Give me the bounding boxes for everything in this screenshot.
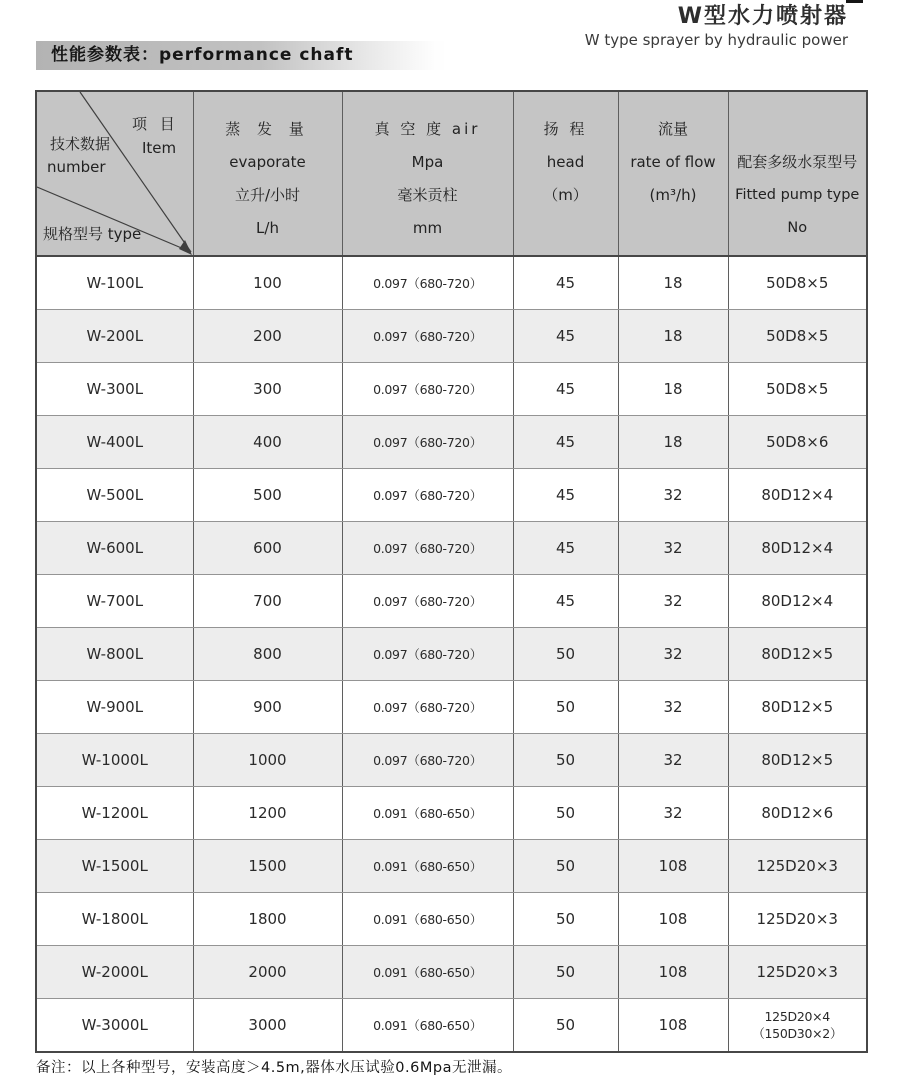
corner-number-label-cn: 技术数据 [50,135,111,153]
cell-head: 45 [513,363,618,416]
cell-head: 50 [513,946,618,999]
cell-pump: 125D20×3 [728,893,867,946]
header-evaporate-line: evaporate [229,153,306,171]
cell-vacuum: 0.097（680-720） [342,256,513,310]
header-head-line: 扬 程 [543,120,588,138]
cell-model: W-1200L [36,787,193,840]
cell-head: 50 [513,893,618,946]
cell-model: W-800L [36,628,193,681]
cell-evaporate: 700 [193,575,342,628]
cell-flow: 32 [618,787,728,840]
cell-evaporate: 2000 [193,946,342,999]
cell-flow: 18 [618,310,728,363]
section-heading-bar [36,41,444,70]
cell-vacuum: 0.097（680-720） [342,628,513,681]
cell-pump: 125D20×3 [728,840,867,893]
cell-flow: 18 [618,363,728,416]
cell-head: 50 [513,681,618,734]
cell-vacuum: 0.097（680-720） [342,416,513,469]
table-row [36,310,867,363]
table-row [36,256,867,310]
table-row [36,469,867,522]
cell-evaporate: 800 [193,628,342,681]
header-pump-line: Fitted pump type No [735,187,860,236]
cell-model: W-200L [36,310,193,363]
cell-pump: 50D8×5 [728,310,867,363]
cell-vacuum: 0.097（680-720） [342,734,513,787]
table-row [36,999,867,1053]
corner-item-label-en: Item [142,139,177,157]
cell-evaporate: 400 [193,416,342,469]
page-title-block [585,4,848,49]
cell-pump: 80D12×5 [728,681,867,734]
cell-pump: 80D12×4 [728,522,867,575]
header-evaporate-line: L/h [256,219,279,237]
cell-pump: 50D8×6 [728,416,867,469]
table-row [36,363,867,416]
corner-number-label-en: number [47,158,106,176]
cell-flow: 108 [618,893,728,946]
cell-head: 50 [513,787,618,840]
page-subtitle: W type sprayer by hydraulic power [584,31,848,49]
cell-head: 50 [513,999,618,1053]
table-row [36,522,867,575]
header-flow-line: 流量 [657,120,688,138]
header-vacuum [342,91,513,256]
header-vacuum-line: 毫米贡柱 [397,186,458,204]
cell-pump: 50D8×5 [728,256,867,310]
table-row [36,575,867,628]
cell-vacuum: 0.091（680-650） [342,999,513,1053]
cell-evaporate: 300 [193,363,342,416]
header-head [513,91,618,256]
cell-evaporate: 1000 [193,734,342,787]
header-flow-line: (m³/h) [649,186,697,204]
corner-header-cell [36,91,193,256]
cell-evaporate: 1500 [193,840,342,893]
cell-pump: 125D20×4（150D30×2） [728,999,867,1053]
cell-vacuum: 0.097（680-720） [342,575,513,628]
header-evaporate-line: 蒸 发 量 [225,120,310,138]
cell-evaporate: 1200 [193,787,342,840]
cell-evaporate: 1800 [193,893,342,946]
header-head-line: head [546,153,585,171]
header-pump [728,91,867,256]
cell-vacuum: 0.097（680-720） [342,363,513,416]
cell-model: W-600L [36,522,193,575]
page-title: W型水力喷射器 [677,4,848,29]
cell-pump: 80D12×5 [728,628,867,681]
cell-model: W-100L [36,256,193,310]
table-row [36,840,867,893]
table-body [36,256,867,1052]
table-row [36,893,867,946]
header-vacuum-line: Mpa [411,153,444,171]
cell-head: 45 [513,310,618,363]
performance-table [35,90,868,1053]
cell-vacuum: 0.091（680-650） [342,893,513,946]
header-flow-line: rate of flow [630,153,716,171]
table-row [36,628,867,681]
cell-head: 45 [513,256,618,310]
cell-evaporate: 100 [193,256,342,310]
cell-pump: 80D12×6 [728,787,867,840]
table-row [36,734,867,787]
cell-flow: 32 [618,522,728,575]
corner-item-label-cn: 项 目 [132,115,179,133]
cell-flow: 32 [618,628,728,681]
cell-head: 45 [513,575,618,628]
cell-model: W-400L [36,416,193,469]
cell-evaporate: 500 [193,469,342,522]
cell-head: 50 [513,628,618,681]
cell-model: W-700L [36,575,193,628]
header-head-line: （m） [543,186,588,204]
table-row [36,946,867,999]
header-vacuum-line: 真 空 度 air [374,120,481,138]
section-heading: 性能参数表：performance chaft [51,45,354,65]
table-row [36,787,867,840]
cell-vacuum: 0.091（680-650） [342,787,513,840]
cell-model: W-1500L [36,840,193,893]
table-row [36,416,867,469]
cell-pump: 50D8×5 [728,363,867,416]
cell-flow: 108 [618,946,728,999]
cell-head: 45 [513,522,618,575]
cell-vacuum: 0.097（680-720） [342,522,513,575]
header-row [36,91,867,256]
cell-model: W-900L [36,681,193,734]
table-row [36,681,867,734]
cell-pump: 125D20×3 [728,946,867,999]
cell-flow: 108 [618,999,728,1053]
page-crop-artifact [846,0,863,3]
header-vacuum-line: mm [412,219,443,237]
footnote: 备注：以上各种型号，安装高度＞4.5m,器体水压试验0.6Mpa无泄漏。 [36,1060,512,1076]
header-pump-line: 配套多级水泵型号 [737,153,858,171]
cell-vacuum: 0.091（680-650） [342,946,513,999]
cell-evaporate: 900 [193,681,342,734]
cell-pump: 80D12×4 [728,575,867,628]
cell-flow: 32 [618,681,728,734]
cell-evaporate: 3000 [193,999,342,1053]
cell-model: W-3000L [36,999,193,1053]
cell-model: W-300L [36,363,193,416]
cell-vacuum: 0.097（680-720） [342,469,513,522]
corner-type-label: 规格型号 type [43,225,142,243]
cell-flow: 32 [618,734,728,787]
header-flow [618,91,728,256]
cell-flow: 32 [618,575,728,628]
header-evaporate-line: 立升/小时 [234,186,301,204]
cell-head: 50 [513,734,618,787]
cell-vacuum: 0.091（680-650） [342,840,513,893]
cell-flow: 18 [618,256,728,310]
cell-head: 50 [513,840,618,893]
cell-evaporate: 200 [193,310,342,363]
cell-pump: 80D12×5 [728,734,867,787]
cell-model: W-2000L [36,946,193,999]
cell-flow: 32 [618,469,728,522]
header-evaporate [193,91,342,256]
cell-model: W-1000L [36,734,193,787]
cell-pump: 80D12×4 [728,469,867,522]
cell-model: W-500L [36,469,193,522]
cell-flow: 108 [618,840,728,893]
cell-model: W-1800L [36,893,193,946]
cell-head: 45 [513,469,618,522]
cell-vacuum: 0.097（680-720） [342,310,513,363]
cell-head: 45 [513,416,618,469]
cell-vacuum: 0.097（680-720） [342,681,513,734]
cell-flow: 18 [618,416,728,469]
cell-evaporate: 600 [193,522,342,575]
